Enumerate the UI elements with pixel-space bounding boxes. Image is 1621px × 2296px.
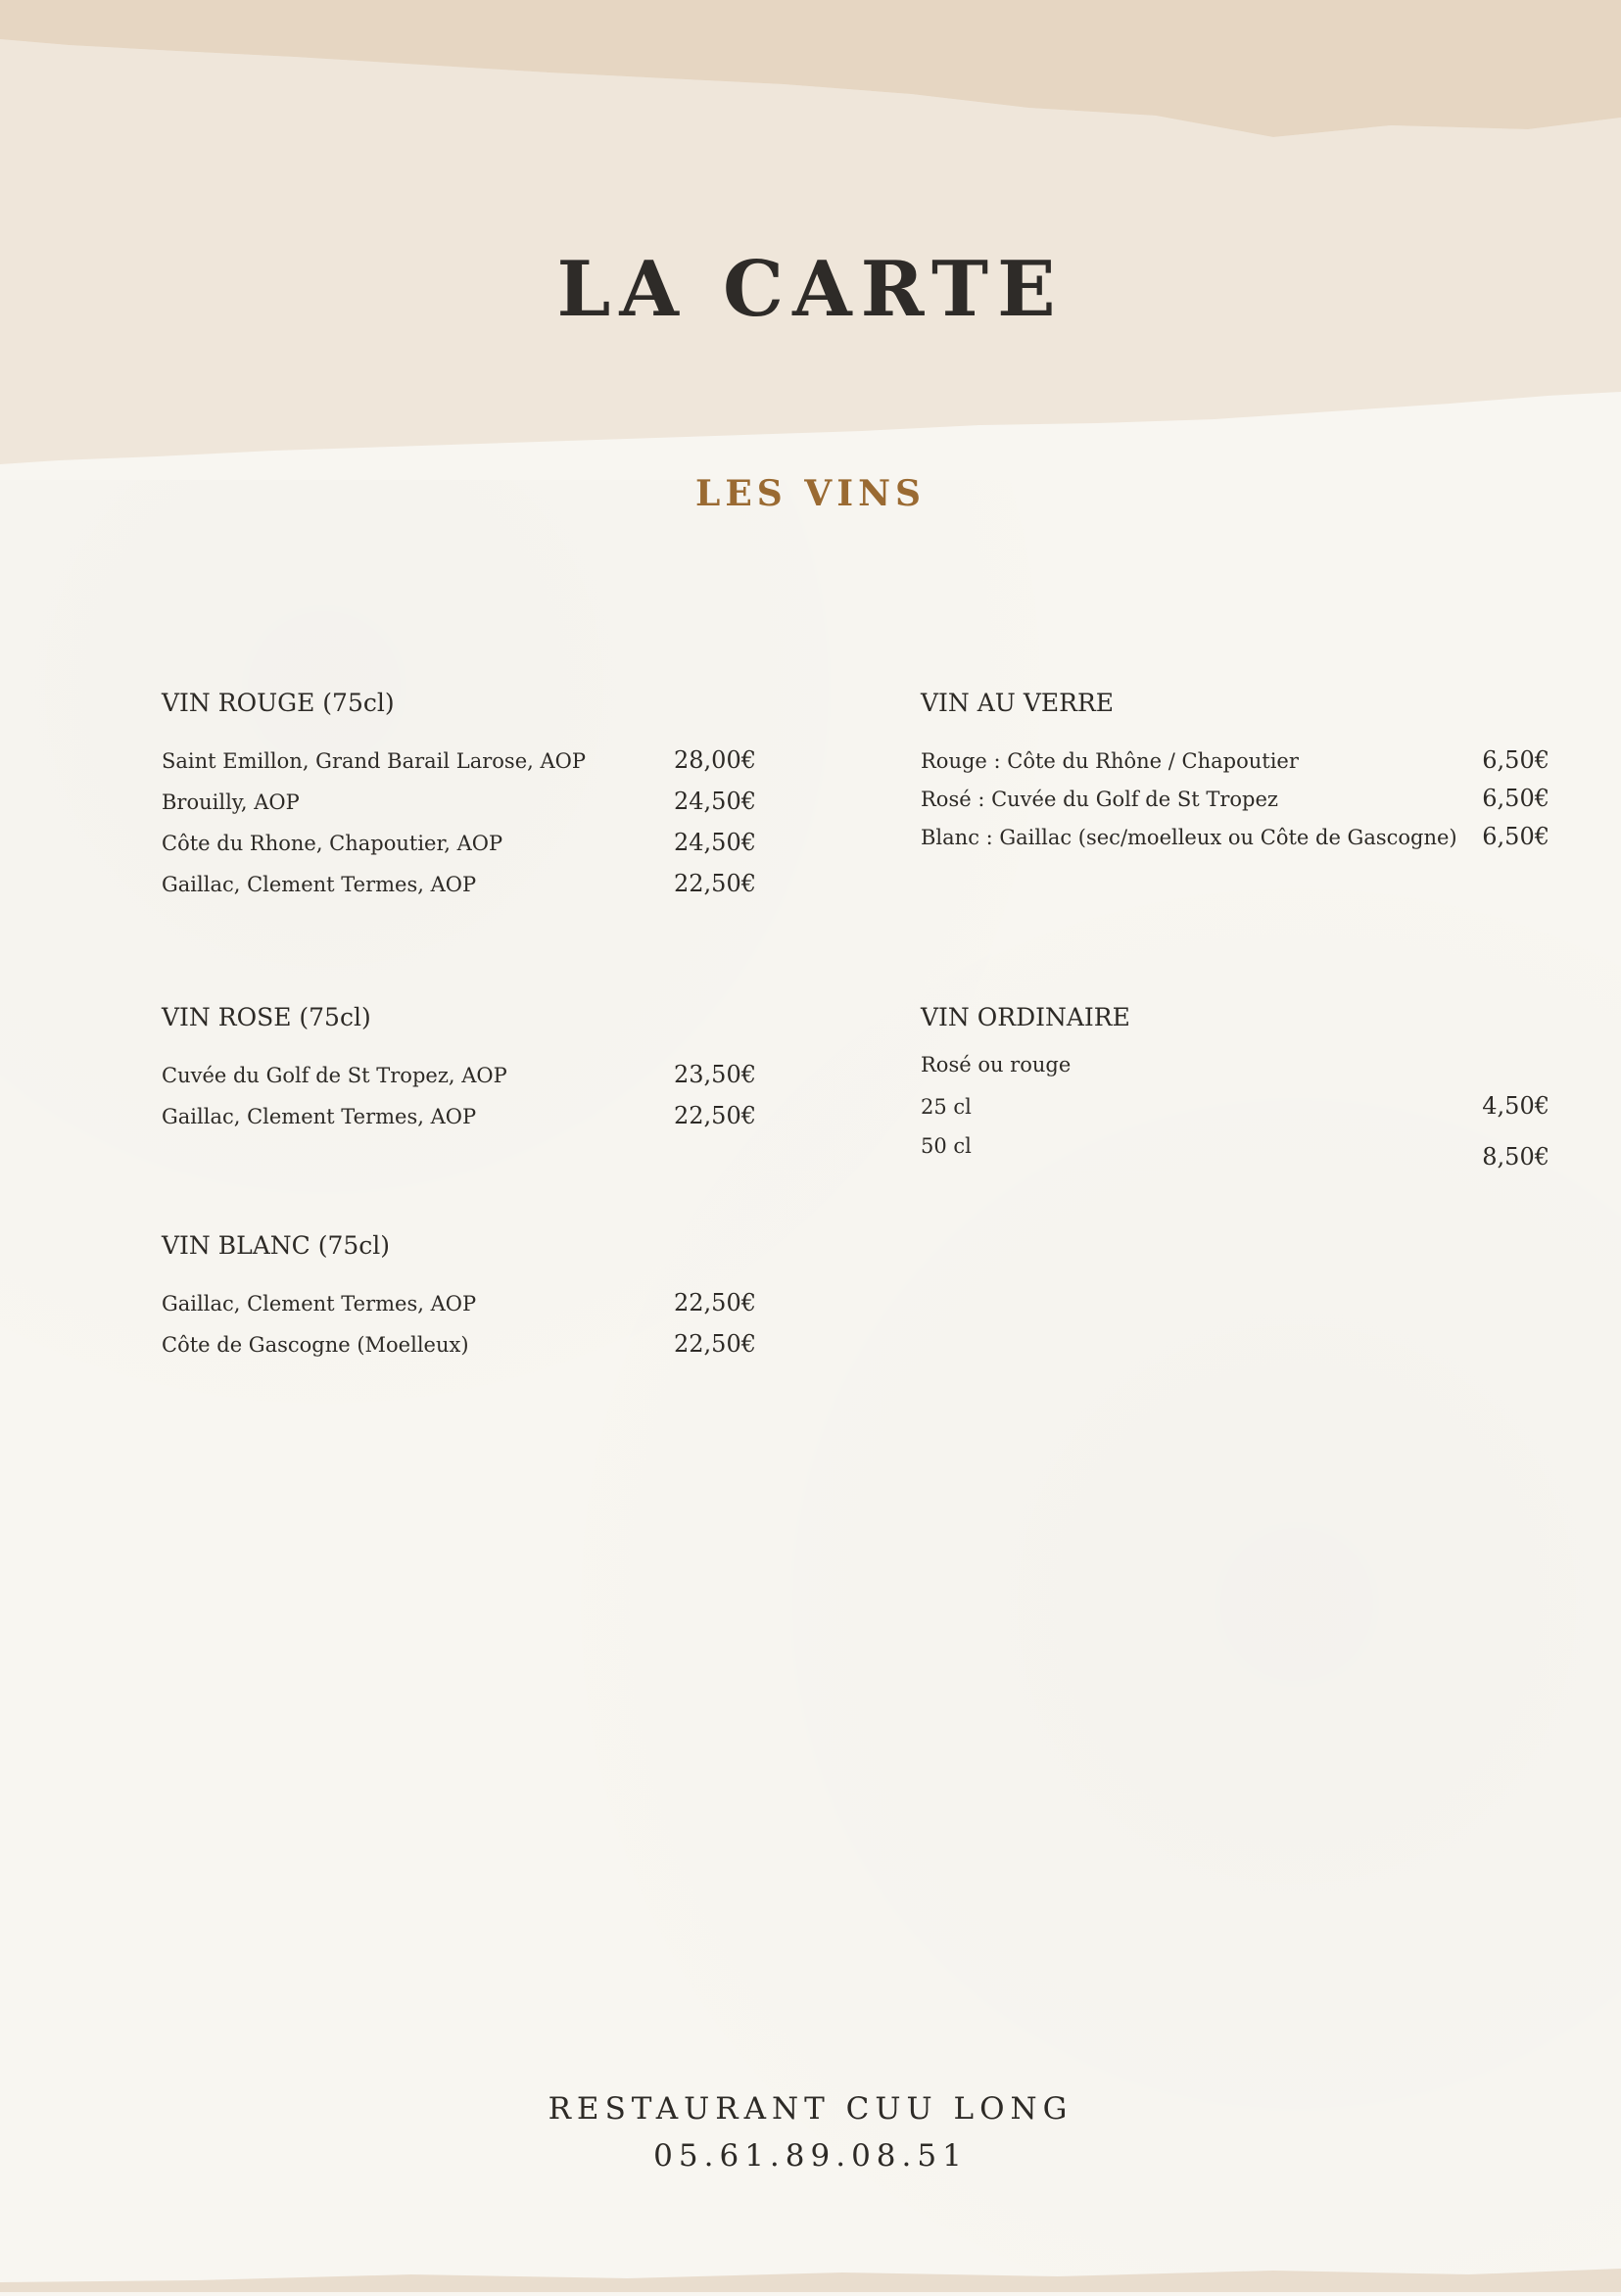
section-title: VIN ROUGE (75cl) xyxy=(162,689,395,717)
item-price: 22,50€ xyxy=(674,1289,756,1316)
section-vin-rose xyxy=(162,1003,756,1143)
header-band xyxy=(0,0,1621,480)
item-name: Gaillac, Clement Termes, AOP xyxy=(162,873,477,896)
list-item xyxy=(921,1092,1549,1131)
item-name: 50 cl xyxy=(921,1134,972,1158)
section-title: VIN BLANC (75cl) xyxy=(162,1231,391,1260)
list-item xyxy=(162,870,756,911)
list-item xyxy=(921,785,1549,823)
item-price: 24,50€ xyxy=(674,829,756,856)
item-price: 6,50€ xyxy=(1482,746,1549,774)
page-title: LA CARTE xyxy=(556,245,1065,334)
list-item xyxy=(162,829,756,870)
item-name: Gaillac, Clement Termes, AOP xyxy=(162,1105,477,1128)
list-item xyxy=(162,1061,756,1102)
item-name: Saint Emillon, Grand Barail Larose, AOP xyxy=(162,749,586,773)
list-item xyxy=(162,1102,756,1143)
section-vin-blanc xyxy=(162,1231,756,1371)
list-item xyxy=(921,746,1549,785)
item-price: 24,50€ xyxy=(674,788,756,815)
item-name: Blanc : Gaillac (sec/moelleux ou Côte de Gascogne) xyxy=(921,826,1457,849)
item-name: Rosé : Cuvée du Golf de St Tropez xyxy=(921,788,1278,811)
item-name: Côte de Gascogne (Moelleux) xyxy=(162,1333,469,1357)
section-vin-rouge xyxy=(162,689,756,911)
item-name: Gaillac, Clement Termes, AOP xyxy=(162,1292,477,1315)
footer-band xyxy=(0,2253,1621,2292)
section-title: VIN AU VERRE xyxy=(921,689,1115,717)
item-price: 22,50€ xyxy=(674,1102,756,1129)
list-item xyxy=(162,746,756,788)
section-title: VIN ORDINAIRE xyxy=(921,1003,1130,1031)
section-vin-ordinaire xyxy=(921,1003,1549,1171)
section-title: VIN ROSE (75cl) xyxy=(162,1003,371,1031)
item-name: 25 cl xyxy=(921,1095,972,1119)
item-name: Cuvée du Golf de St Tropez, AOP xyxy=(162,1064,507,1087)
item-price: 28,00€ xyxy=(674,746,756,774)
list-item xyxy=(921,823,1549,861)
section-note: Rosé ou rouge xyxy=(921,1053,1072,1076)
item-price: 22,50€ xyxy=(674,1330,756,1358)
item-price: 4,50€ xyxy=(1482,1092,1549,1120)
item-name: Rouge : Côte du Rhône / Chapoutier xyxy=(921,749,1299,773)
page-subtitle: LES VINS xyxy=(695,473,926,514)
item-name: Brouilly, AOP xyxy=(162,790,300,814)
item-price: 8,50€ xyxy=(1482,1143,1549,1171)
list-item xyxy=(162,788,756,829)
phone-number: 05.61.89.08.51 xyxy=(653,2138,968,2174)
item-price: 6,50€ xyxy=(1482,823,1549,850)
list-item xyxy=(162,1289,756,1330)
footer xyxy=(0,2091,1621,2174)
item-price: 22,50€ xyxy=(674,870,756,897)
list-item xyxy=(162,1330,756,1371)
list-item xyxy=(921,1131,1549,1171)
restaurant-name: RESTAURANT CUU LONG xyxy=(548,2091,1073,2127)
item-price: 6,50€ xyxy=(1482,785,1549,812)
item-price: 23,50€ xyxy=(674,1061,756,1088)
item-name: Côte du Rhone, Chapoutier, AOP xyxy=(162,832,503,855)
section-vin-au-verre xyxy=(921,689,1549,861)
